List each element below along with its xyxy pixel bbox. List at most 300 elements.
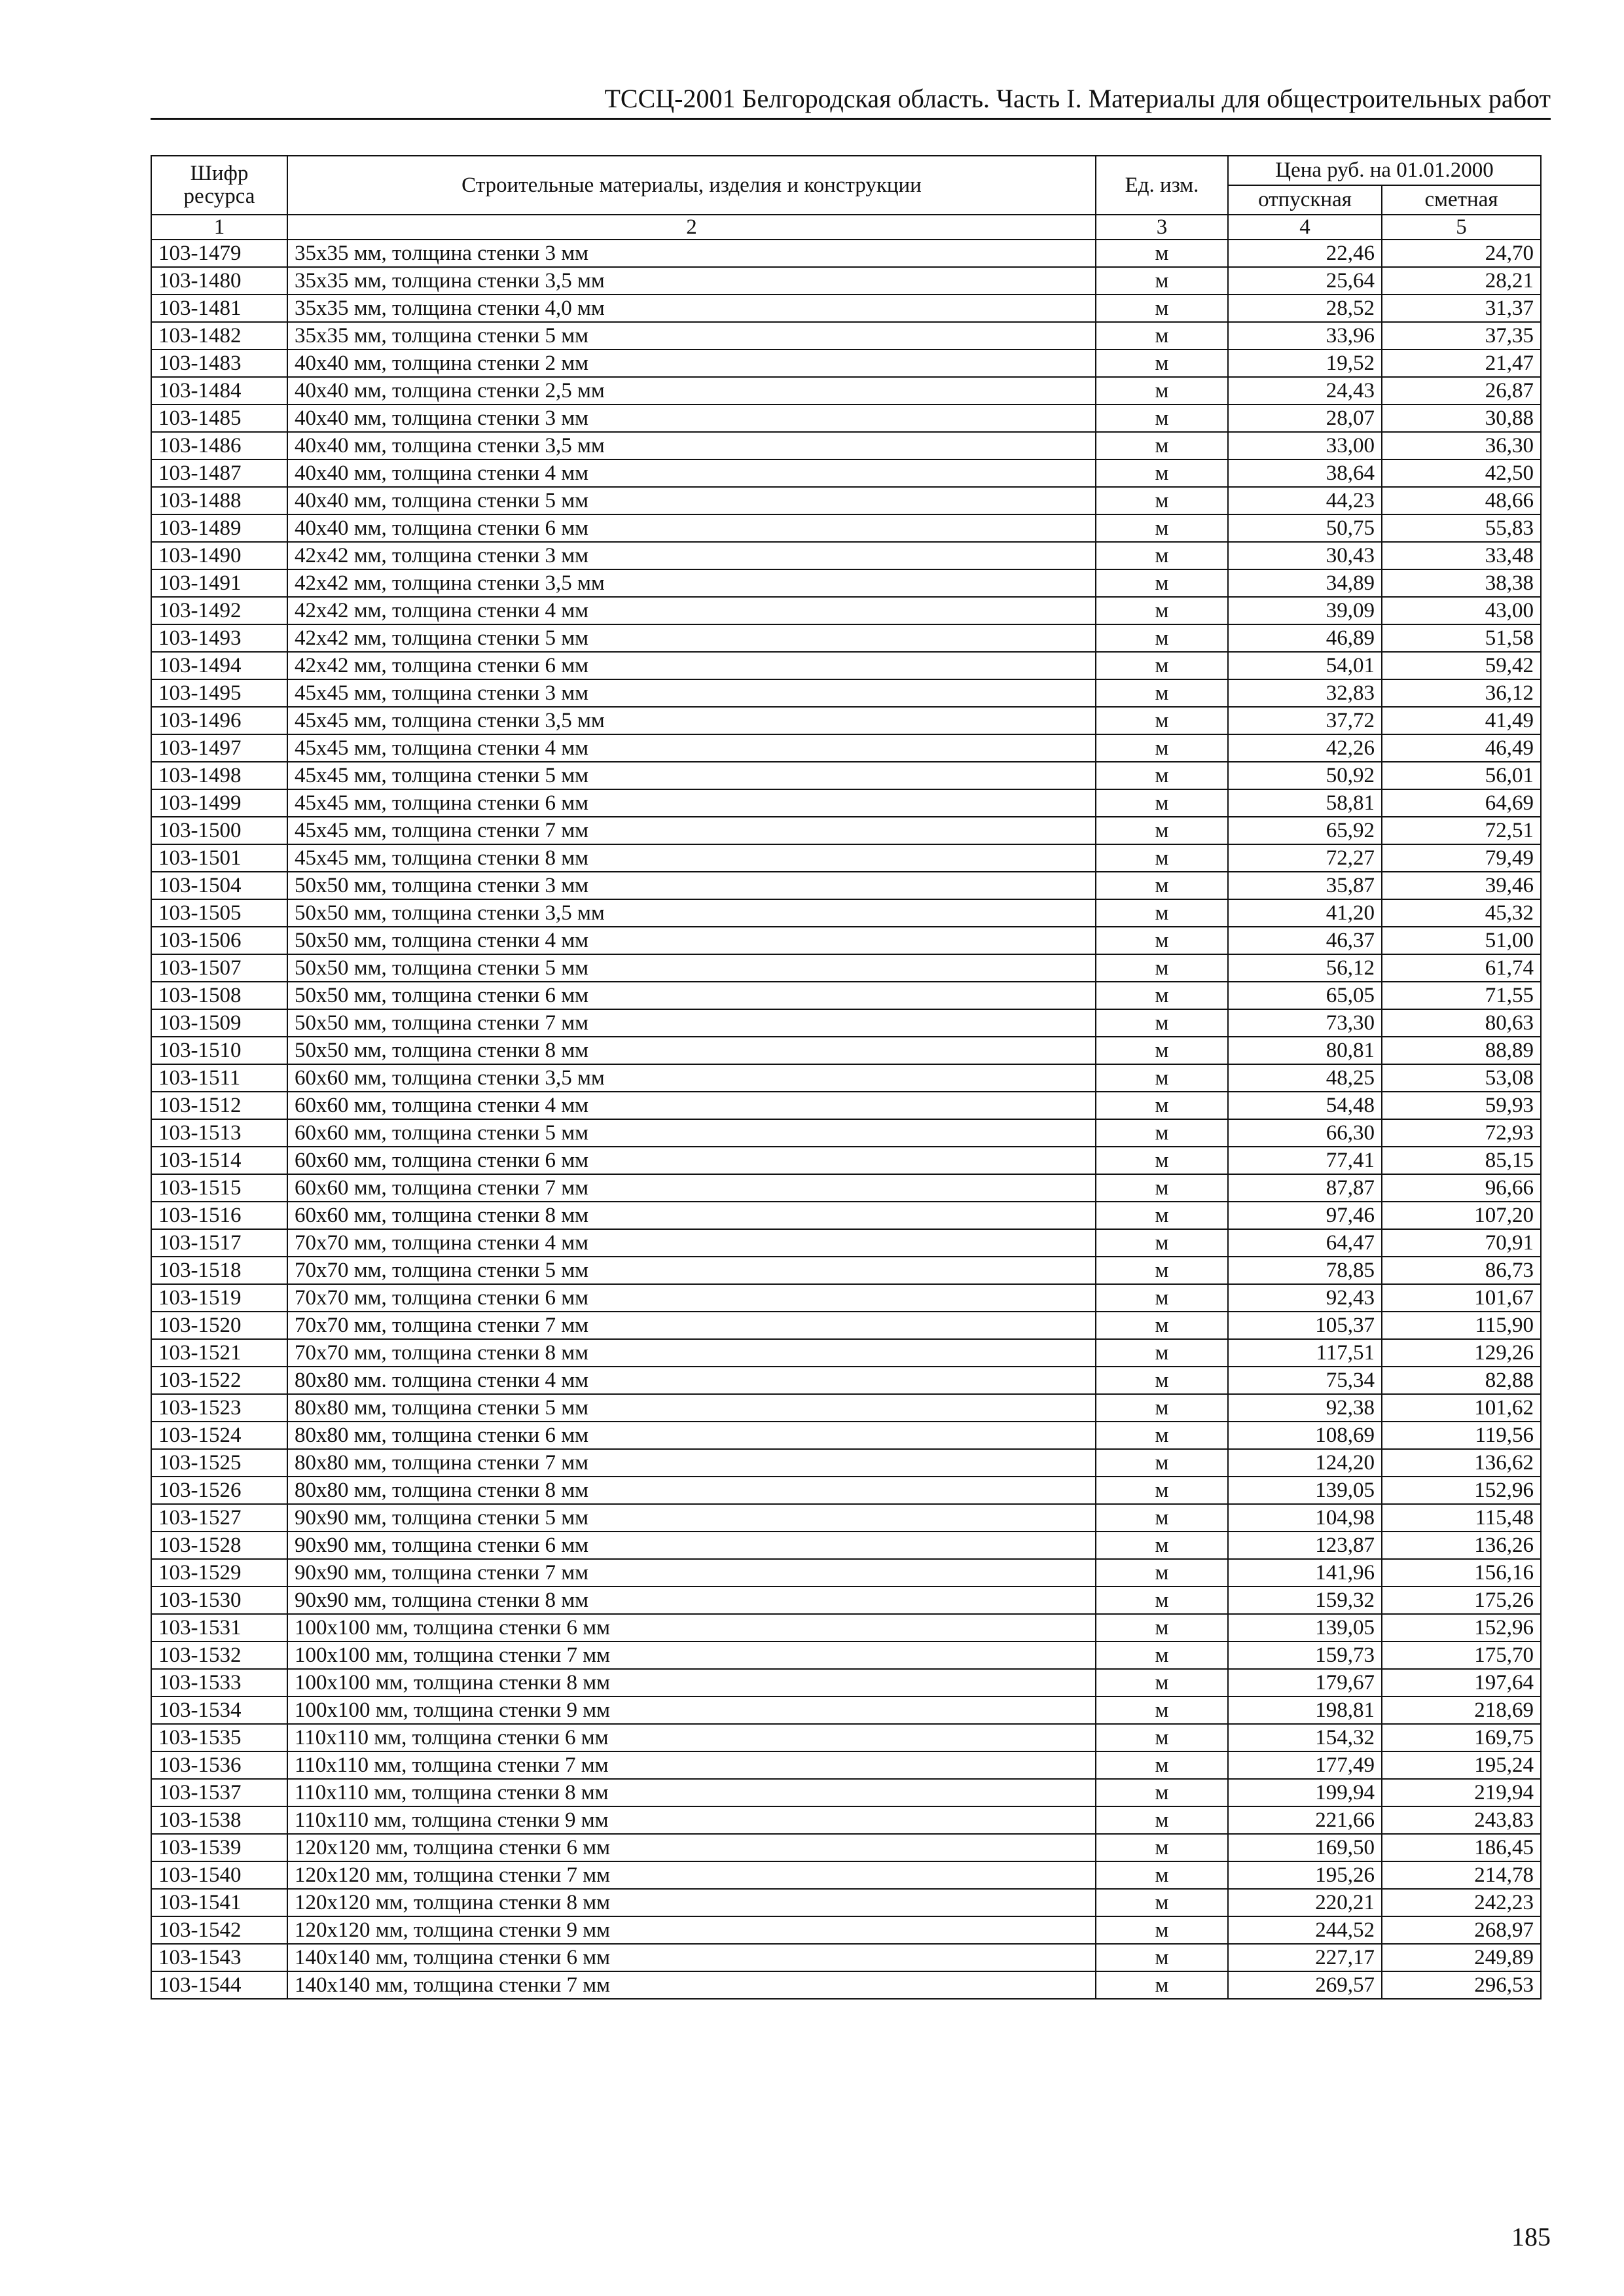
table-row xyxy=(151,1834,1541,1861)
cell-price-estimate: 61,74 xyxy=(1382,954,1541,982)
cell-name: 40x40 мм, толщина стенки 6 мм xyxy=(287,514,1096,542)
cell-code: 103-1529 xyxy=(151,1559,287,1587)
cell-code: 103-1520 xyxy=(151,1312,287,1339)
cell-price-release: 108,69 xyxy=(1228,1422,1382,1449)
page-header-title: ТССЦ-2001 Белгородская область. Часть I. Материалы для общестроительных работ xyxy=(604,84,1551,113)
cell-price-release: 195,26 xyxy=(1228,1861,1382,1889)
table-row xyxy=(151,569,1541,597)
cell-unit: м xyxy=(1096,1119,1228,1147)
cell-unit: м xyxy=(1096,982,1228,1009)
cell-price-release: 33,00 xyxy=(1228,432,1382,459)
table-row xyxy=(151,1779,1541,1806)
cell-unit: м xyxy=(1096,899,1228,927)
cell-code: 103-1541 xyxy=(151,1889,287,1916)
cell-code: 103-1501 xyxy=(151,844,287,872)
cell-name: 45x45 мм, толщина стенки 8 мм xyxy=(287,844,1096,872)
cell-unit: м xyxy=(1096,1092,1228,1119)
cell-name: 50x50 мм, толщина стенки 7 мм xyxy=(287,1009,1096,1037)
cell-unit: м xyxy=(1096,1696,1228,1724)
cell-price-estimate: 33,48 xyxy=(1382,542,1541,569)
table-row xyxy=(151,1559,1541,1587)
table-row xyxy=(151,1037,1541,1064)
cell-price-release: 92,43 xyxy=(1228,1284,1382,1312)
cell-code: 103-1511 xyxy=(151,1064,287,1092)
cell-code: 103-1543 xyxy=(151,1944,287,1971)
cell-price-release: 19,52 xyxy=(1228,350,1382,377)
cell-price-estimate: 96,66 xyxy=(1382,1174,1541,1202)
cell-code: 103-1480 xyxy=(151,267,287,295)
table-row xyxy=(151,1971,1541,1999)
table-row xyxy=(151,404,1541,432)
column-number: 4 xyxy=(1228,215,1382,240)
cell-name: 45x45 мм, толщина стенки 6 мм xyxy=(287,789,1096,817)
cell-price-estimate: 152,96 xyxy=(1382,1477,1541,1504)
cell-code: 103-1539 xyxy=(151,1834,287,1861)
cell-price-estimate: 46,49 xyxy=(1382,734,1541,762)
table-row xyxy=(151,1587,1541,1614)
header-name: Строительные материалы, изделия и конструкции xyxy=(287,156,1096,215)
table-row xyxy=(151,1641,1541,1669)
cell-price-release: 75,34 xyxy=(1228,1367,1382,1394)
cell-price-release: 37,72 xyxy=(1228,707,1382,734)
cell-code: 103-1500 xyxy=(151,817,287,844)
cell-unit: м xyxy=(1096,1559,1228,1587)
table-row xyxy=(151,1064,1541,1092)
cell-price-release: 78,85 xyxy=(1228,1257,1382,1284)
cell-price-estimate: 39,46 xyxy=(1382,872,1541,899)
cell-code: 103-1513 xyxy=(151,1119,287,1147)
cell-code: 103-1526 xyxy=(151,1477,287,1504)
cell-name: 40x40 мм, толщина стенки 5 мм xyxy=(287,487,1096,514)
cell-name: 110x110 мм, толщина стенки 9 мм xyxy=(287,1806,1096,1834)
column-number: 5 xyxy=(1382,215,1541,240)
cell-price-estimate: 249,89 xyxy=(1382,1944,1541,1971)
table-row xyxy=(151,927,1541,954)
column-number: 3 xyxy=(1096,215,1228,240)
cell-name: 80x80 мм. толщина стенки 4 мм xyxy=(287,1367,1096,1394)
cell-price-release: 32,83 xyxy=(1228,679,1382,707)
cell-unit: м xyxy=(1096,1751,1228,1779)
cell-name: 42x42 мм, толщина стенки 3 мм xyxy=(287,542,1096,569)
table-row xyxy=(151,679,1541,707)
table-row xyxy=(151,707,1541,734)
cell-price-estimate: 107,20 xyxy=(1382,1202,1541,1229)
cell-code: 103-1492 xyxy=(151,597,287,624)
cell-name: 42x42 мм, толщина стенки 6 мм xyxy=(287,652,1096,679)
cell-code: 103-1521 xyxy=(151,1339,287,1367)
cell-code: 103-1486 xyxy=(151,432,287,459)
cell-unit: м xyxy=(1096,432,1228,459)
table-row xyxy=(151,982,1541,1009)
cell-name: 42x42 мм, толщина стенки 3,5 мм xyxy=(287,569,1096,597)
cell-price-estimate: 53,08 xyxy=(1382,1064,1541,1092)
cell-price-estimate: 195,24 xyxy=(1382,1751,1541,1779)
cell-code: 103-1514 xyxy=(151,1147,287,1174)
cell-code: 103-1527 xyxy=(151,1504,287,1532)
cell-unit: м xyxy=(1096,1449,1228,1477)
cell-name: 100x100 мм, толщина стенки 8 мм xyxy=(287,1669,1096,1696)
cell-price-release: 179,67 xyxy=(1228,1669,1382,1696)
cell-code: 103-1495 xyxy=(151,679,287,707)
cell-price-estimate: 36,30 xyxy=(1382,432,1541,459)
cell-price-release: 141,96 xyxy=(1228,1559,1382,1587)
cell-name: 50x50 мм, толщина стенки 3 мм xyxy=(287,872,1096,899)
cell-price-release: 139,05 xyxy=(1228,1477,1382,1504)
cell-price-release: 159,73 xyxy=(1228,1641,1382,1669)
cell-name: 90x90 мм, толщина стенки 5 мм xyxy=(287,1504,1096,1532)
cell-price-release: 34,89 xyxy=(1228,569,1382,597)
cell-code: 103-1489 xyxy=(151,514,287,542)
cell-unit: м xyxy=(1096,872,1228,899)
cell-unit: м xyxy=(1096,1971,1228,1999)
cell-name: 70x70 мм, толщина стенки 6 мм xyxy=(287,1284,1096,1312)
cell-price-release: 65,05 xyxy=(1228,982,1382,1009)
cell-unit: м xyxy=(1096,542,1228,569)
cell-name: 42x42 мм, толщина стенки 5 мм xyxy=(287,624,1096,652)
cell-price-estimate: 31,37 xyxy=(1382,295,1541,322)
table-row xyxy=(151,1724,1541,1751)
cell-unit: м xyxy=(1096,789,1228,817)
cell-price-release: 154,32 xyxy=(1228,1724,1382,1751)
cell-price-estimate: 82,88 xyxy=(1382,1367,1541,1394)
table-row xyxy=(151,1806,1541,1834)
table-row xyxy=(151,624,1541,652)
cell-price-release: 22,46 xyxy=(1228,240,1382,267)
cell-unit: м xyxy=(1096,295,1228,322)
cell-name: 45x45 мм, толщина стенки 5 мм xyxy=(287,762,1096,789)
page-number: 185 xyxy=(1511,2222,1551,2251)
cell-code: 103-1504 xyxy=(151,872,287,899)
cell-name: 40x40 мм, толщина стенки 3 мм xyxy=(287,404,1096,432)
table-row xyxy=(151,1916,1541,1944)
cell-name: 50x50 мм, толщина стенки 6 мм xyxy=(287,982,1096,1009)
cell-code: 103-1528 xyxy=(151,1532,287,1559)
cell-code: 103-1530 xyxy=(151,1587,287,1614)
cell-price-release: 46,37 xyxy=(1228,927,1382,954)
cell-price-estimate: 71,55 xyxy=(1382,982,1541,1009)
cell-price-release: 104,98 xyxy=(1228,1504,1382,1532)
cell-price-release: 169,50 xyxy=(1228,1834,1382,1861)
cell-code: 103-1491 xyxy=(151,569,287,597)
cell-name: 110x110 мм, толщина стенки 6 мм xyxy=(287,1724,1096,1751)
cell-code: 103-1499 xyxy=(151,789,287,817)
table-row xyxy=(151,817,1541,844)
table-row xyxy=(151,267,1541,295)
cell-code: 103-1537 xyxy=(151,1779,287,1806)
cell-price-release: 123,87 xyxy=(1228,1532,1382,1559)
cell-price-estimate: 88,89 xyxy=(1382,1037,1541,1064)
cell-price-release: 80,81 xyxy=(1228,1037,1382,1064)
cell-unit: м xyxy=(1096,1367,1228,1394)
cell-code: 103-1538 xyxy=(151,1806,287,1834)
cell-name: 90x90 мм, толщина стенки 8 мм xyxy=(287,1587,1096,1614)
cell-name: 60x60 мм, толщина стенки 7 мм xyxy=(287,1174,1096,1202)
cell-unit: м xyxy=(1096,1064,1228,1092)
cell-name: 90x90 мм, толщина стенки 7 мм xyxy=(287,1559,1096,1587)
cell-name: 60x60 мм, толщина стенки 5 мм xyxy=(287,1119,1096,1147)
cell-price-release: 72,27 xyxy=(1228,844,1382,872)
cell-code: 103-1496 xyxy=(151,707,287,734)
cell-price-estimate: 85,15 xyxy=(1382,1147,1541,1174)
cell-unit: м xyxy=(1096,322,1228,350)
cell-price-release: 50,92 xyxy=(1228,762,1382,789)
table-row xyxy=(151,322,1541,350)
cell-price-estimate: 175,26 xyxy=(1382,1587,1541,1614)
cell-price-release: 38,64 xyxy=(1228,459,1382,487)
cell-name: 110x110 мм, толщина стенки 7 мм xyxy=(287,1751,1096,1779)
cell-price-release: 35,87 xyxy=(1228,872,1382,899)
table-row xyxy=(151,762,1541,789)
cell-name: 45x45 мм, толщина стенки 3,5 мм xyxy=(287,707,1096,734)
cell-price-release: 25,64 xyxy=(1228,267,1382,295)
cell-code: 103-1523 xyxy=(151,1394,287,1422)
table-row xyxy=(151,1092,1541,1119)
table-row xyxy=(151,1367,1541,1394)
cell-price-estimate: 214,78 xyxy=(1382,1861,1541,1889)
cell-price-estimate: 51,00 xyxy=(1382,927,1541,954)
cell-name: 40x40 мм, толщина стенки 4 мм xyxy=(287,459,1096,487)
cell-unit: м xyxy=(1096,1257,1228,1284)
cell-name: 50x50 мм, толщина стенки 8 мм xyxy=(287,1037,1096,1064)
cell-price-estimate: 156,16 xyxy=(1382,1559,1541,1587)
cell-price-release: 124,20 xyxy=(1228,1449,1382,1477)
cell-price-release: 139,05 xyxy=(1228,1614,1382,1641)
cell-price-estimate: 197,64 xyxy=(1382,1669,1541,1696)
table-row xyxy=(151,597,1541,624)
cell-unit: м xyxy=(1096,707,1228,734)
table-row xyxy=(151,1119,1541,1147)
cell-price-release: 227,17 xyxy=(1228,1944,1382,1971)
cell-price-estimate: 64,69 xyxy=(1382,789,1541,817)
cell-price-estimate: 186,45 xyxy=(1382,1834,1541,1861)
cell-name: 100x100 мм, толщина стенки 9 мм xyxy=(287,1696,1096,1724)
table-row xyxy=(151,1669,1541,1696)
table-row xyxy=(151,1229,1541,1257)
table-row xyxy=(151,295,1541,322)
cell-name: 50x50 мм, толщина стенки 5 мм xyxy=(287,954,1096,982)
cell-unit: м xyxy=(1096,1202,1228,1229)
cell-price-estimate: 24,70 xyxy=(1382,240,1541,267)
price-table-header xyxy=(151,156,1541,240)
cell-price-estimate: 30,88 xyxy=(1382,404,1541,432)
cell-price-release: 77,41 xyxy=(1228,1147,1382,1174)
cell-price-estimate: 59,42 xyxy=(1382,652,1541,679)
cell-name: 60x60 мм, толщина стенки 6 мм xyxy=(287,1147,1096,1174)
cell-price-estimate: 43,00 xyxy=(1382,597,1541,624)
cell-price-estimate: 136,62 xyxy=(1382,1449,1541,1477)
table-row xyxy=(151,1944,1541,1971)
cell-price-estimate: 26,87 xyxy=(1382,377,1541,404)
cell-name: 80x80 мм, толщина стенки 6 мм xyxy=(287,1422,1096,1449)
cell-unit: м xyxy=(1096,734,1228,762)
cell-name: 60x60 мм, толщина стенки 3,5 мм xyxy=(287,1064,1096,1092)
cell-price-estimate: 55,83 xyxy=(1382,514,1541,542)
cell-name: 60x60 мм, толщина стенки 8 мм xyxy=(287,1202,1096,1229)
cell-unit: м xyxy=(1096,1422,1228,1449)
cell-code: 103-1516 xyxy=(151,1202,287,1229)
table-row xyxy=(151,1889,1541,1916)
table-row xyxy=(151,514,1541,542)
cell-price-estimate: 129,26 xyxy=(1382,1339,1541,1367)
cell-price-release: 73,30 xyxy=(1228,1009,1382,1037)
cell-unit: м xyxy=(1096,1861,1228,1889)
cell-price-release: 269,57 xyxy=(1228,1971,1382,1999)
cell-code: 103-1507 xyxy=(151,954,287,982)
cell-unit: м xyxy=(1096,1504,1228,1532)
cell-price-release: 220,21 xyxy=(1228,1889,1382,1916)
cell-name: 45x45 мм, толщина стенки 3 мм xyxy=(287,679,1096,707)
cell-name: 70x70 мм, толщина стенки 7 мм xyxy=(287,1312,1096,1339)
cell-name: 80x80 мм, толщина стенки 8 мм xyxy=(287,1477,1096,1504)
cell-name: 80x80 мм, толщина стенки 5 мм xyxy=(287,1394,1096,1422)
column-number: 2 xyxy=(287,215,1096,240)
cell-price-estimate: 242,23 xyxy=(1382,1889,1541,1916)
cell-price-estimate: 268,97 xyxy=(1382,1916,1541,1944)
cell-price-estimate: 79,49 xyxy=(1382,844,1541,872)
cell-price-release: 97,46 xyxy=(1228,1202,1382,1229)
cell-name: 140x140 мм, толщина стенки 6 мм xyxy=(287,1944,1096,1971)
table-row xyxy=(151,459,1541,487)
cell-name: 70x70 мм, толщина стенки 5 мм xyxy=(287,1257,1096,1284)
price-table xyxy=(151,155,1542,2000)
table-row xyxy=(151,1284,1541,1312)
cell-price-estimate: 136,26 xyxy=(1382,1532,1541,1559)
cell-code: 103-1540 xyxy=(151,1861,287,1889)
cell-unit: м xyxy=(1096,1339,1228,1367)
cell-price-release: 41,20 xyxy=(1228,899,1382,927)
cell-code: 103-1506 xyxy=(151,927,287,954)
cell-price-estimate: 56,01 xyxy=(1382,762,1541,789)
cell-code: 103-1509 xyxy=(151,1009,287,1037)
cell-price-estimate: 119,56 xyxy=(1382,1422,1541,1449)
cell-price-estimate: 28,21 xyxy=(1382,267,1541,295)
cell-price-estimate: 169,75 xyxy=(1382,1724,1541,1751)
table-row xyxy=(151,1174,1541,1202)
header-price-group: Цена руб. на 01.01.2000 xyxy=(1228,156,1541,185)
table-row xyxy=(151,1696,1541,1724)
cell-price-estimate: 296,53 xyxy=(1382,1971,1541,1999)
table-row xyxy=(151,1202,1541,1229)
cell-name: 40x40 мм, толщина стенки 2,5 мм xyxy=(287,377,1096,404)
cell-price-release: 66,30 xyxy=(1228,1119,1382,1147)
cell-unit: м xyxy=(1096,404,1228,432)
cell-price-release: 199,94 xyxy=(1228,1779,1382,1806)
table-row xyxy=(151,1394,1541,1422)
cell-price-estimate: 101,62 xyxy=(1382,1394,1541,1422)
column-number: 1 xyxy=(151,215,287,240)
cell-unit: м xyxy=(1096,1806,1228,1834)
cell-code: 103-1485 xyxy=(151,404,287,432)
cell-price-estimate: 42,50 xyxy=(1382,459,1541,487)
table-row xyxy=(151,789,1541,817)
cell-unit: м xyxy=(1096,817,1228,844)
cell-unit: м xyxy=(1096,1669,1228,1696)
cell-unit: м xyxy=(1096,514,1228,542)
cell-name: 120x120 мм, толщина стенки 7 мм xyxy=(287,1861,1096,1889)
cell-name: 35x35 мм, толщина стенки 3,5 мм xyxy=(287,267,1096,295)
table-row xyxy=(151,432,1541,459)
cell-unit: м xyxy=(1096,569,1228,597)
cell-unit: м xyxy=(1096,1614,1228,1641)
cell-code: 103-1532 xyxy=(151,1641,287,1669)
cell-code: 103-1479 xyxy=(151,240,287,267)
cell-price-release: 24,43 xyxy=(1228,377,1382,404)
cell-price-release: 48,25 xyxy=(1228,1064,1382,1092)
table-row xyxy=(151,844,1541,872)
cell-code: 103-1482 xyxy=(151,322,287,350)
cell-name: 40x40 мм, толщина стенки 3,5 мм xyxy=(287,432,1096,459)
table-row xyxy=(151,487,1541,514)
cell-price-release: 92,38 xyxy=(1228,1394,1382,1422)
cell-price-estimate: 41,49 xyxy=(1382,707,1541,734)
cell-price-estimate: 152,96 xyxy=(1382,1614,1541,1641)
cell-code: 103-1535 xyxy=(151,1724,287,1751)
cell-unit: м xyxy=(1096,954,1228,982)
cell-code: 103-1497 xyxy=(151,734,287,762)
cell-unit: м xyxy=(1096,927,1228,954)
cell-name: 70x70 мм, толщина стенки 8 мм xyxy=(287,1339,1096,1367)
table-row xyxy=(151,1861,1541,1889)
cell-price-estimate: 72,93 xyxy=(1382,1119,1541,1147)
header-row xyxy=(151,156,1541,185)
cell-price-release: 105,37 xyxy=(1228,1312,1382,1339)
cell-unit: м xyxy=(1096,1641,1228,1669)
cell-price-release: 64,47 xyxy=(1228,1229,1382,1257)
table-row xyxy=(151,734,1541,762)
cell-name: 100x100 мм, толщина стенки 7 мм xyxy=(287,1641,1096,1669)
table-row xyxy=(151,1504,1541,1532)
cell-unit: м xyxy=(1096,1009,1228,1037)
cell-price-estimate: 86,73 xyxy=(1382,1257,1541,1284)
cell-price-release: 44,23 xyxy=(1228,487,1382,514)
cell-code: 103-1517 xyxy=(151,1229,287,1257)
cell-unit: м xyxy=(1096,1037,1228,1064)
table-row xyxy=(151,1339,1541,1367)
cell-unit: м xyxy=(1096,679,1228,707)
table-row xyxy=(151,240,1541,267)
cell-unit: м xyxy=(1096,1229,1228,1257)
cell-code: 103-1519 xyxy=(151,1284,287,1312)
cell-price-estimate: 45,32 xyxy=(1382,899,1541,927)
cell-price-release: 39,09 xyxy=(1228,597,1382,624)
header-price-release: отпускная xyxy=(1228,185,1382,215)
cell-unit: м xyxy=(1096,350,1228,377)
cell-unit: м xyxy=(1096,1587,1228,1614)
table-row xyxy=(151,872,1541,899)
cell-unit: м xyxy=(1096,1174,1228,1202)
table-row xyxy=(151,899,1541,927)
cell-price-release: 198,81 xyxy=(1228,1696,1382,1724)
cell-unit: м xyxy=(1096,624,1228,652)
cell-code: 103-1508 xyxy=(151,982,287,1009)
cell-code: 103-1493 xyxy=(151,624,287,652)
cell-name: 45x45 мм, толщина стенки 4 мм xyxy=(287,734,1096,762)
cell-price-release: 117,51 xyxy=(1228,1339,1382,1367)
cell-unit: м xyxy=(1096,1147,1228,1174)
cell-price-release: 221,66 xyxy=(1228,1806,1382,1834)
cell-unit: м xyxy=(1096,267,1228,295)
cell-code: 103-1522 xyxy=(151,1367,287,1394)
cell-name: 40x40 мм, толщина стенки 2 мм xyxy=(287,350,1096,377)
table-row xyxy=(151,1751,1541,1779)
cell-price-estimate: 243,83 xyxy=(1382,1806,1541,1834)
cell-name: 100x100 мм, толщина стенки 6 мм xyxy=(287,1614,1096,1641)
table-row xyxy=(151,954,1541,982)
cell-unit: м xyxy=(1096,240,1228,267)
cell-price-release: 65,92 xyxy=(1228,817,1382,844)
cell-unit: м xyxy=(1096,762,1228,789)
cell-name: 120x120 мм, толщина стенки 6 мм xyxy=(287,1834,1096,1861)
